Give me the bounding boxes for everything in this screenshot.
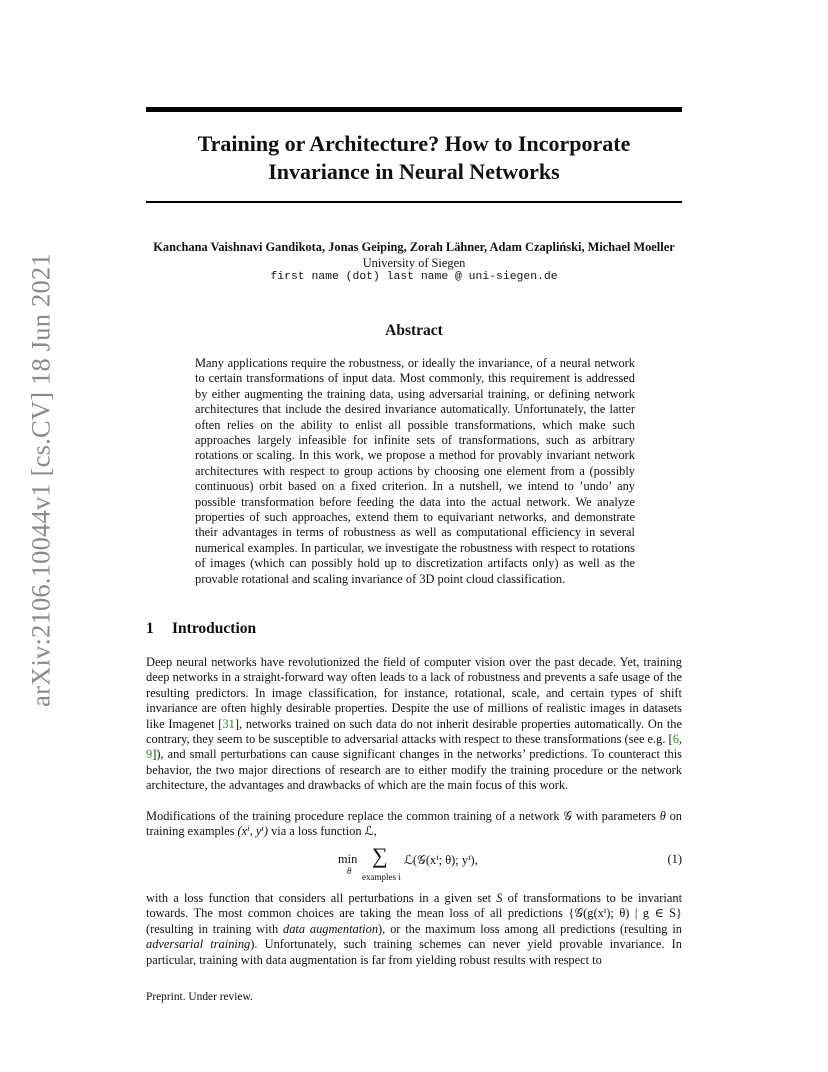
title-rule-top <box>146 107 682 112</box>
citation-link[interactable]: 6 <box>672 732 679 747</box>
text-run: ], networks trained on such data do not inherit desirable properties automatically. On the contrary, they seem to be susceptible to adversarial attacks with respect to these transformations (see e.g. [ <box>146 716 683 747</box>
authors: Kanchana Vaishnavi Gandikota, Jonas Geiping, Zorah Lähner, Adam Czapliński, Michael Moeller <box>153 240 675 254</box>
title-line-2: Invariance in Neural Networks <box>268 159 560 184</box>
text-run: (resulting in training with <box>146 921 284 936</box>
text-run: via a loss function <box>267 824 365 839</box>
footer-note: Preprint. Under review. <box>146 991 253 1003</box>
math-symbol: 𝒢 <box>563 809 573 823</box>
math-symbol: S <box>496 891 503 905</box>
text-run: Deep neural networks have revolutionized the field of computer vision over the past decade. Yet, training deep networks in a straight-forward way often leads to a lack of robustness and prevents a safe usage of the resulting predictors. In image classification, for instance, rotational, scale, and certain types of shift invariance are often highly desirable properties. Despite the use of millions of realistic images in datasets like Imagenet [ <box>146 655 682 731</box>
section-heading <box>146 619 256 639</box>
section-number: 1 <box>146 620 154 637</box>
equation-number: (1) <box>667 852 682 866</box>
text-run: ]), and small perturbations can cause significant changes in the networks’ predictions. To counteract this behavior, the two major directions of research are to either modify the training procedure or the network architecture, the advantages and drawbacks of which are the main focus of this work. <box>146 747 682 793</box>
arxiv-stamp: arXiv:2106.10044v1 [cs.CV] 18 Jun 2021 <box>25 253 56 707</box>
eq-min-subscript: θ <box>347 866 352 876</box>
text-run: with parameters <box>572 809 660 823</box>
math-expression: {𝒢(g(xⁱ); θ) | g ∈ S} <box>568 906 682 921</box>
text-run: Modifications of the training procedure replace the common training of a network <box>146 809 564 823</box>
eq-sum-symbol: ∑ <box>372 843 388 868</box>
email: first name (dot) last name @ uni-siegen.de <box>270 271 558 283</box>
abstract-text: Many applications require the robustness, or ideally the invariance, of a neural network to certain transformations of input data. Most commonly, this requirement is addressed by either augmenting the training data, using adversarial training, or defining network architectures that include the desired invariance automatically. Unfortunately, the latter often relies on the ability to enlist all possible transformations, which make such approaches largely infeasible for infinite sets of transformations, such as arbitrary rotations or scaling. In this work, we propose a method for provably invariant network architectures with respect to group actions by choosing one element from a (possibly continuous) orbit based on a fixed criterion. In a nutshell, we intend to ’undo’ any possible transformation before feeding the data into the actual network. We analyze properties of such approaches, extend them to equivariant networks, and demonstrate their advantages in terms of robustness as well as computational efficiency in several numerical examples. In particular, we investigate the robustness with respect to rotations of images (which can possibly hold up to discretization artifacts only) as well as the provable rotational and scaling invariance of 3D point cloud classification. <box>195 356 635 586</box>
emphasis: adversarial training <box>146 937 251 952</box>
section-title: Introduction <box>172 620 257 637</box>
intro-paragraph-2 <box>146 809 682 840</box>
intro-paragraph-3 <box>146 891 682 968</box>
title-rule-bottom <box>146 201 682 203</box>
intro-paragraph-1 <box>146 655 682 794</box>
eq-expression: ℒ(𝒢(xⁱ; θ); yⁱ), <box>404 853 478 867</box>
text-run: , <box>373 824 377 839</box>
text-run: , <box>678 732 682 747</box>
math-symbol: (xⁱ, yⁱ) <box>237 824 268 839</box>
text-run: on training examples <box>146 809 683 839</box>
eq-min: min <box>338 852 358 866</box>
math-symbol: ℒ <box>364 824 374 839</box>
affiliation: University of Siegen <box>362 256 466 270</box>
text-run: of transformations to be invariant towards. The most common choices are taking the mean loss of all predictions <box>146 891 683 921</box>
eq-sum-subscript: examples i <box>362 872 401 882</box>
math-symbol: θ <box>659 809 666 823</box>
text-run: ). Unfortunately, such training schemes can never yield provable invariance. In particular, training with data augmentation is far from yielding robust results with respect to <box>146 937 682 967</box>
text-run: with a loss function that considers all perturbations in a given set <box>146 891 497 905</box>
citation-link[interactable]: 31 <box>222 716 235 731</box>
equation-1 <box>146 843 682 885</box>
citation-link[interactable]: 9 <box>146 747 153 762</box>
text-run: ), or the maximum loss among all predictions (resulting in <box>378 921 682 936</box>
title-line-1: Training or Architecture? How to Incorporate <box>197 131 631 156</box>
paper-title <box>146 130 682 186</box>
abstract-heading: Abstract <box>385 322 443 339</box>
emphasis: data augmentation <box>283 921 379 936</box>
